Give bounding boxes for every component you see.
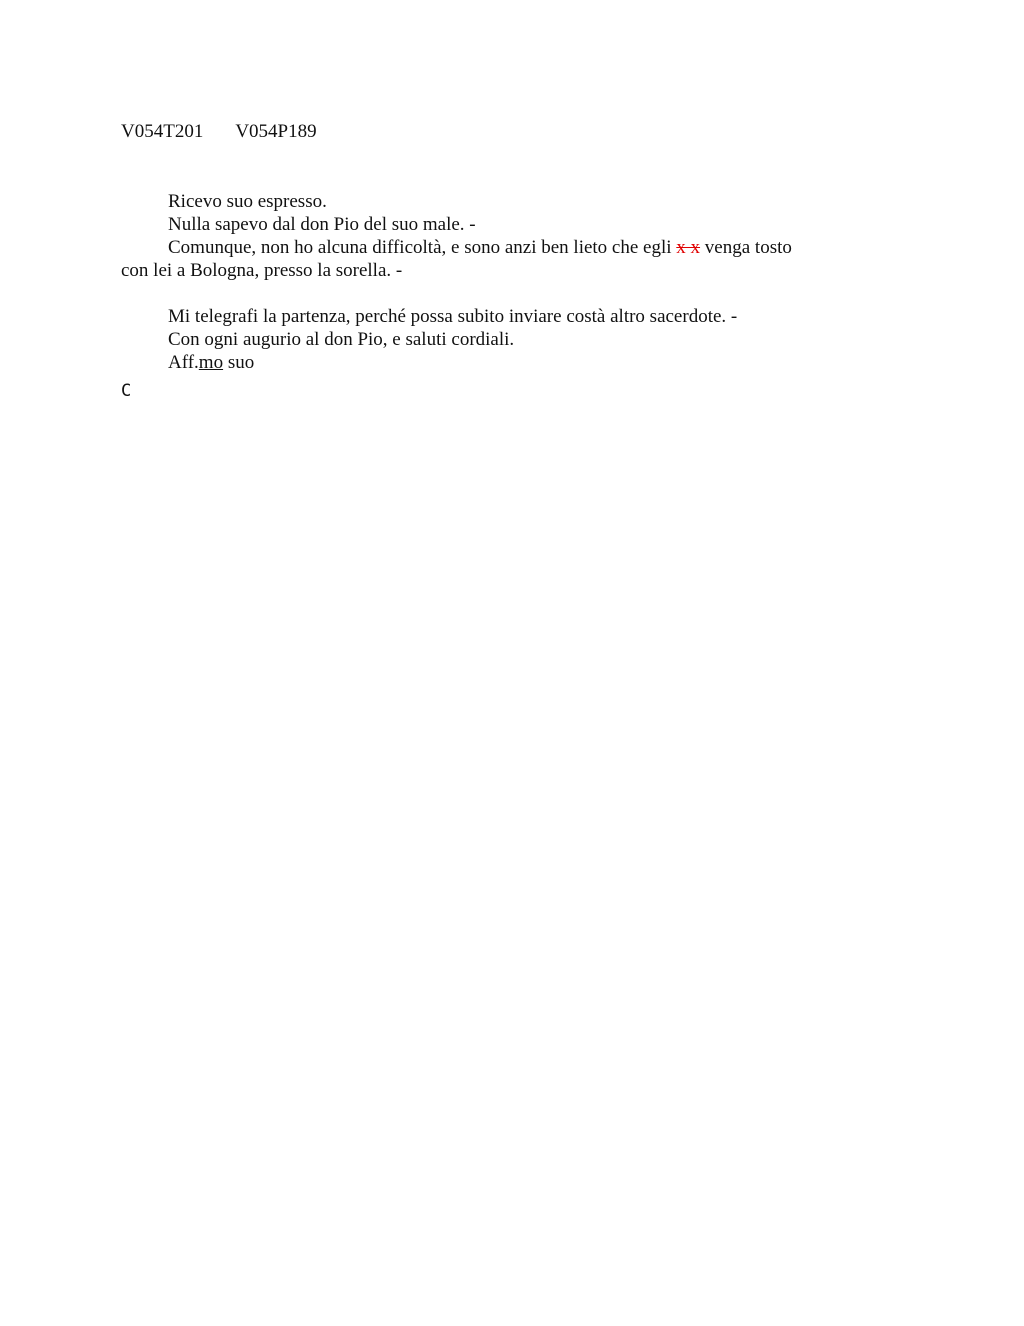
letter-line-3-end: venga tosto <box>700 237 792 258</box>
reference-code-1: V054T201 <box>121 121 204 142</box>
reference-code-2: V054P189 <box>235 121 317 142</box>
struck-text: x x <box>676 237 701 258</box>
signature-mark: C <box>121 381 132 401</box>
paragraph-gap <box>121 282 836 305</box>
letter-line-4: con lei a Bologna, presso la sorella. - <box>121 260 403 281</box>
closing-suffix: suo <box>223 352 255 373</box>
letter-line-3-start: Comunque, non ho alcuna difficoltà, e sono anzi ben lieto che egli <box>168 237 677 258</box>
closing-underlined: mo <box>198 352 224 373</box>
document-header <box>121 121 317 143</box>
closing-prefix: Aff. <box>168 352 199 373</box>
letter-body <box>121 190 836 374</box>
letter-line-1: Ricevo suo espresso. <box>168 191 327 212</box>
closing-line <box>121 351 836 374</box>
letter-line-5: Mi telegrafi la partenza, perché possa subito inviare costà altro sacerdote. - <box>168 306 738 327</box>
letter-line-2: Nulla sapevo dal don Pio del suo male. - <box>168 214 476 235</box>
letter-line-3 <box>121 236 836 259</box>
letter-line-6: Con ogni augurio al don Pio, e saluti cordiali. <box>168 329 515 350</box>
